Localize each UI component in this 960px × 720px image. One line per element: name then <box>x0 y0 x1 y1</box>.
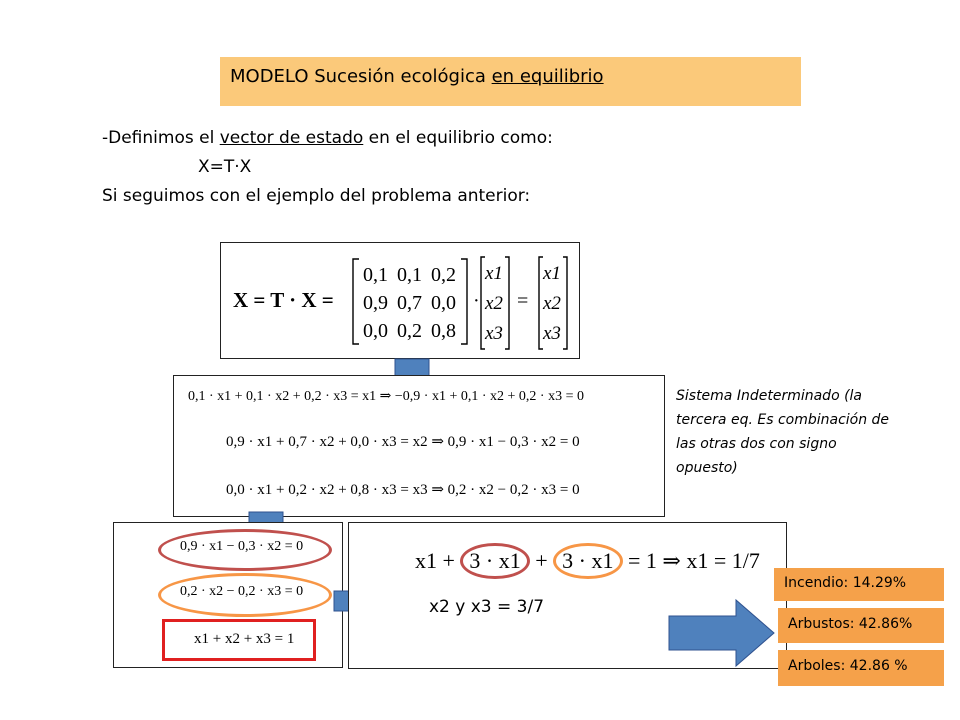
matrix-equation-svg <box>221 243 579 358</box>
result-arboles-value: 42.86 % <box>849 658 908 674</box>
solution-equation <box>415 543 760 579</box>
result-incendio <box>774 568 944 601</box>
system-box <box>173 375 665 517</box>
reduced-system-box <box>113 522 343 668</box>
matrix-cell-0-2: 0,2 <box>431 264 456 286</box>
solution-eq-b: = 1 ⇒ x1 = 1/7 <box>628 548 760 573</box>
reduced-eq-1: 0,9 · x1 − 0,3 · x2 = 0 <box>180 539 304 554</box>
big-right-arrow <box>668 598 776 668</box>
result-arboles <box>778 650 944 686</box>
result-arbustos <box>778 608 944 643</box>
solution-eq-a: x1 + <box>415 548 455 573</box>
title-banner <box>220 57 801 106</box>
solution-circle-2: 3 · x1 <box>553 543 622 579</box>
intro-line-1 <box>102 128 553 148</box>
matrix-equation-box <box>220 242 580 359</box>
matrix-dot: · <box>473 290 480 312</box>
title-underlined: en equilibrio <box>491 66 604 87</box>
matrix-cell-2-2: 0,8 <box>431 320 456 342</box>
matrix-cell-1-0: 0,9 <box>363 292 388 314</box>
result-arbustos-value: 42.86% <box>858 616 913 632</box>
result-incendio-value: 14.29% <box>852 575 907 591</box>
intro-text-b: en el equilibrio como: <box>363 128 553 148</box>
vector-b-x2: x2 <box>543 293 561 314</box>
intro-formula: X=T·X <box>198 157 252 177</box>
vector-a-x3: x3 <box>485 323 503 344</box>
reduced-eq-2: 0,2 · x2 − 0,2 · x3 = 0 <box>180 584 304 599</box>
result-incendio-label: Incendio: <box>784 575 849 591</box>
system-eq-3: 0,0 · x1 + 0,2 · x2 + 0,8 · x3 = x3 ⇒ 0,2 · x2 − 0,2 · x3 = 0 <box>226 482 580 498</box>
solution-eq-plus: + <box>535 548 548 573</box>
matrix-lhs: X = T · X = <box>233 288 334 312</box>
system-eq-1: 0,1 · x1 + 0,1 · x2 + 0,2 · x3 = x1 ⇒ −0,9 · x1 + 0,1 · x2 + 0,2 · x3 = 0 <box>188 389 584 404</box>
side-note: Sistema Indeterminado (la tercera eq. Es combinación de las otras dos con signo opuesto) <box>676 388 890 476</box>
solution-result: x2 y x3 = 3/7 <box>429 597 545 617</box>
matrix-cell-2-1: 0,2 <box>397 320 422 342</box>
matrix-equals: = <box>517 290 529 312</box>
matrix-cell-2-0: 0,0 <box>363 320 388 342</box>
system-eq-2: 0,9 · x1 + 0,7 · x2 + 0,0 · x3 = x2 ⇒ 0,9 · x1 − 0,3 · x2 = 0 <box>226 434 580 450</box>
vector-a-x1: x1 <box>485 263 503 284</box>
matrix-cell-0-1: 0,1 <box>397 264 422 286</box>
intro-text-a: -Definimos el <box>102 128 220 148</box>
intro-line-2: Si seguimos con el ejemplo del problema anterior: <box>102 186 531 206</box>
vector-b-x1: x1 <box>543 263 561 284</box>
matrix-cell-0-0: 0,1 <box>363 264 388 286</box>
matrix-cell-1-1: 0,7 <box>397 292 422 314</box>
result-arboles-label: Arboles: <box>788 658 846 674</box>
title-prefix: MODELO Sucesión ecológica <box>230 66 492 87</box>
matrix-cell-1-2: 0,0 <box>431 292 456 314</box>
result-arbustos-label: Arbustos: <box>788 616 855 632</box>
solution-circle-1: 3 · x1 <box>460 543 529 579</box>
vector-a-x2: x2 <box>485 293 503 314</box>
intro-vector-estado: vector de estado <box>219 128 364 148</box>
reduced-eq-3: x1 + x2 + x3 = 1 <box>194 631 295 647</box>
vector-b-x3: x3 <box>543 323 561 344</box>
